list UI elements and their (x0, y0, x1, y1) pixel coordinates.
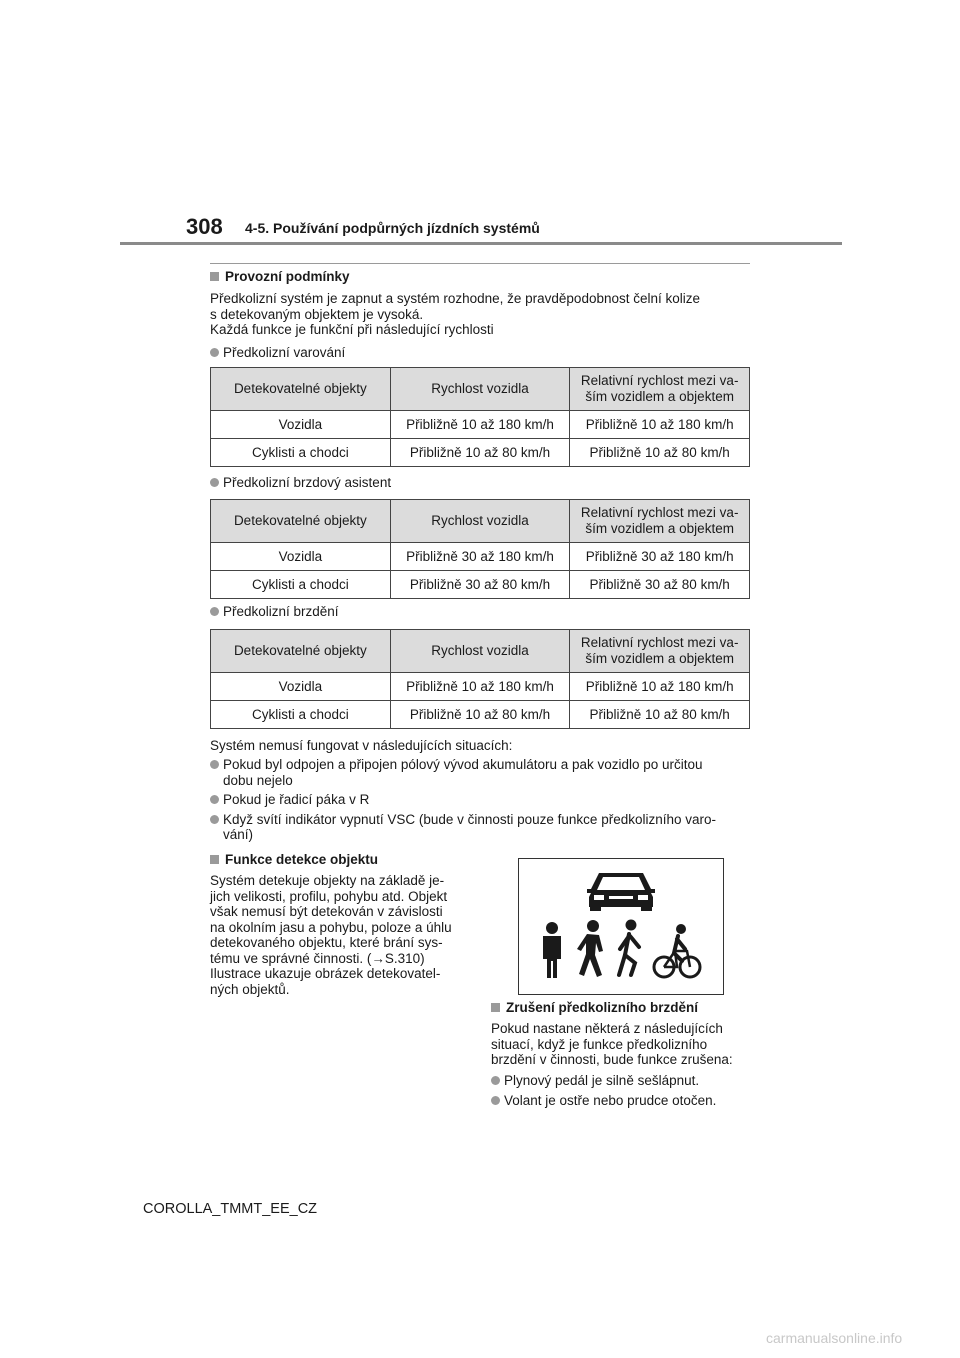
cancel-list (491, 1073, 761, 1108)
detection-text: Systém detekuje objekty na základě je- jich velikosti, profilu, pohybu atd. Objekt však nemusí být detekován v závislosti na okolním jasu a pohybu, poloze a úhlu detekovaného objektu, které brání sys- tému ve správné činnosti. (→S.310) Ilustrace ukazuje obrázek detekovatel- ných objektů. (210, 873, 452, 997)
bullet-icon (491, 1096, 500, 1105)
section-square-icon (491, 1003, 500, 1012)
section-divider (210, 263, 750, 264)
col-header-relative-speed: Relativní rychlost mezi va- ším vozidlem a objektem (570, 630, 750, 673)
person-walking-icon (577, 920, 603, 977)
bullet-icon (210, 795, 219, 804)
person-running-icon (619, 920, 639, 976)
table-row: Cyklisti a chodci Přibližně 10 až 80 km/h Přibližně 10 až 80 km/h (211, 439, 750, 467)
detectable-objects-illustration (518, 858, 724, 995)
document-code: COROLLA_TMMT_EE_CZ (143, 1201, 318, 1217)
watermark[interactable]: carmanualsonline.info (766, 1330, 903, 1346)
list-item: Plynový pedál je silně sešlápnut. (491, 1073, 761, 1089)
col-header-speed: Rychlost vozidla (390, 368, 570, 411)
speed-table-brake-assist (210, 499, 750, 599)
bullet-icon (210, 760, 219, 769)
cancel-text: Pokud nastane některá z následujících situací, když je funkce předkolizního brzdění v činnosti, bude funkce zrušena: (491, 1021, 733, 1067)
col-header-speed: Rychlost vozidla (390, 630, 570, 673)
list-item: Pokud byl odpojen a připojen pólový vývod akumulátoru a pak vozidlo po určitou dobu nejelo (210, 757, 755, 788)
situations-intro: Systém nemusí fungovat v následujících situacích: (210, 738, 513, 753)
table-header-row (211, 500, 750, 543)
operating-intro: Předkolizní systém je zapnut a systém rozhodne, že pravděpodobnost čelní kolize s detekovaným objektem je vysoká. Každá funkce je funkční při následující rychlosti (210, 291, 701, 337)
col-header-objects: Detekovatelné objekty (211, 368, 391, 411)
table-2-title: Předkolizní brzdový asistent (210, 475, 391, 491)
col-header-objects: Detekovatelné objekty (211, 630, 391, 673)
col-header-relative-speed: Relativní rychlost mezi va- ším vozidlem a objektem (570, 368, 750, 411)
page-number: 308 (186, 214, 223, 239)
table-header-row (211, 630, 750, 673)
bullet-icon (210, 478, 219, 487)
col-header-objects: Detekovatelné objekty (211, 500, 391, 543)
list-item: Pokud je řadicí páka v R (210, 792, 755, 808)
list-item: Když svítí indikátor vypnutí VSC (bude v činnosti pouze funkce předkolizního varo- vání) (210, 812, 755, 843)
table-row: Vozidla Přibližně 30 až 180 km/h Přibližně 30 až 180 km/h (211, 543, 750, 571)
detection-heading: Funkce detekce objektu (210, 852, 378, 867)
speed-table-braking (210, 629, 750, 729)
cancel-heading: Zrušení předkolizního brzdění (491, 1000, 698, 1015)
speed-table-warning (210, 367, 750, 467)
table-3-title: Předkolizní brzdění (210, 604, 339, 620)
table-row: Vozidla Přibližně 10 až 180 km/h Přibližně 10 až 180 km/h (211, 411, 750, 439)
bullet-icon (210, 607, 219, 616)
person-standing-icon (543, 922, 561, 978)
operating-heading: Provozní podmínky (210, 269, 350, 284)
section-square-icon (210, 272, 219, 281)
table-row: Vozidla Přibližně 10 až 180 km/h Přibližně 10 až 180 km/h (211, 673, 750, 701)
table-header-row (211, 368, 750, 411)
list-item: Volant je ostře nebo prudce otočen. (491, 1093, 761, 1109)
table-row: Cyklisti a chodci Přibližně 10 až 80 km/h Přibližně 10 až 80 km/h (211, 701, 750, 729)
bullet-icon (210, 348, 219, 357)
bullet-icon (210, 815, 219, 824)
col-header-speed: Rychlost vozidla (390, 500, 570, 543)
situations-list (210, 757, 755, 843)
section-square-icon (210, 855, 219, 864)
chapter-title: 4-5. Používání podpůrných jízdních systémů (245, 220, 540, 236)
cyclist-icon (654, 924, 700, 977)
car-icon (587, 873, 655, 911)
bullet-icon (491, 1076, 500, 1085)
table-row: Cyklisti a chodci Přibližně 30 až 80 km/h Přibližně 30 až 80 km/h (211, 571, 750, 599)
col-header-relative-speed: Relativní rychlost mezi va- ším vozidlem a objektem (570, 500, 750, 543)
header-divider (120, 242, 842, 245)
table-1-title: Předkolizní varování (210, 345, 345, 361)
